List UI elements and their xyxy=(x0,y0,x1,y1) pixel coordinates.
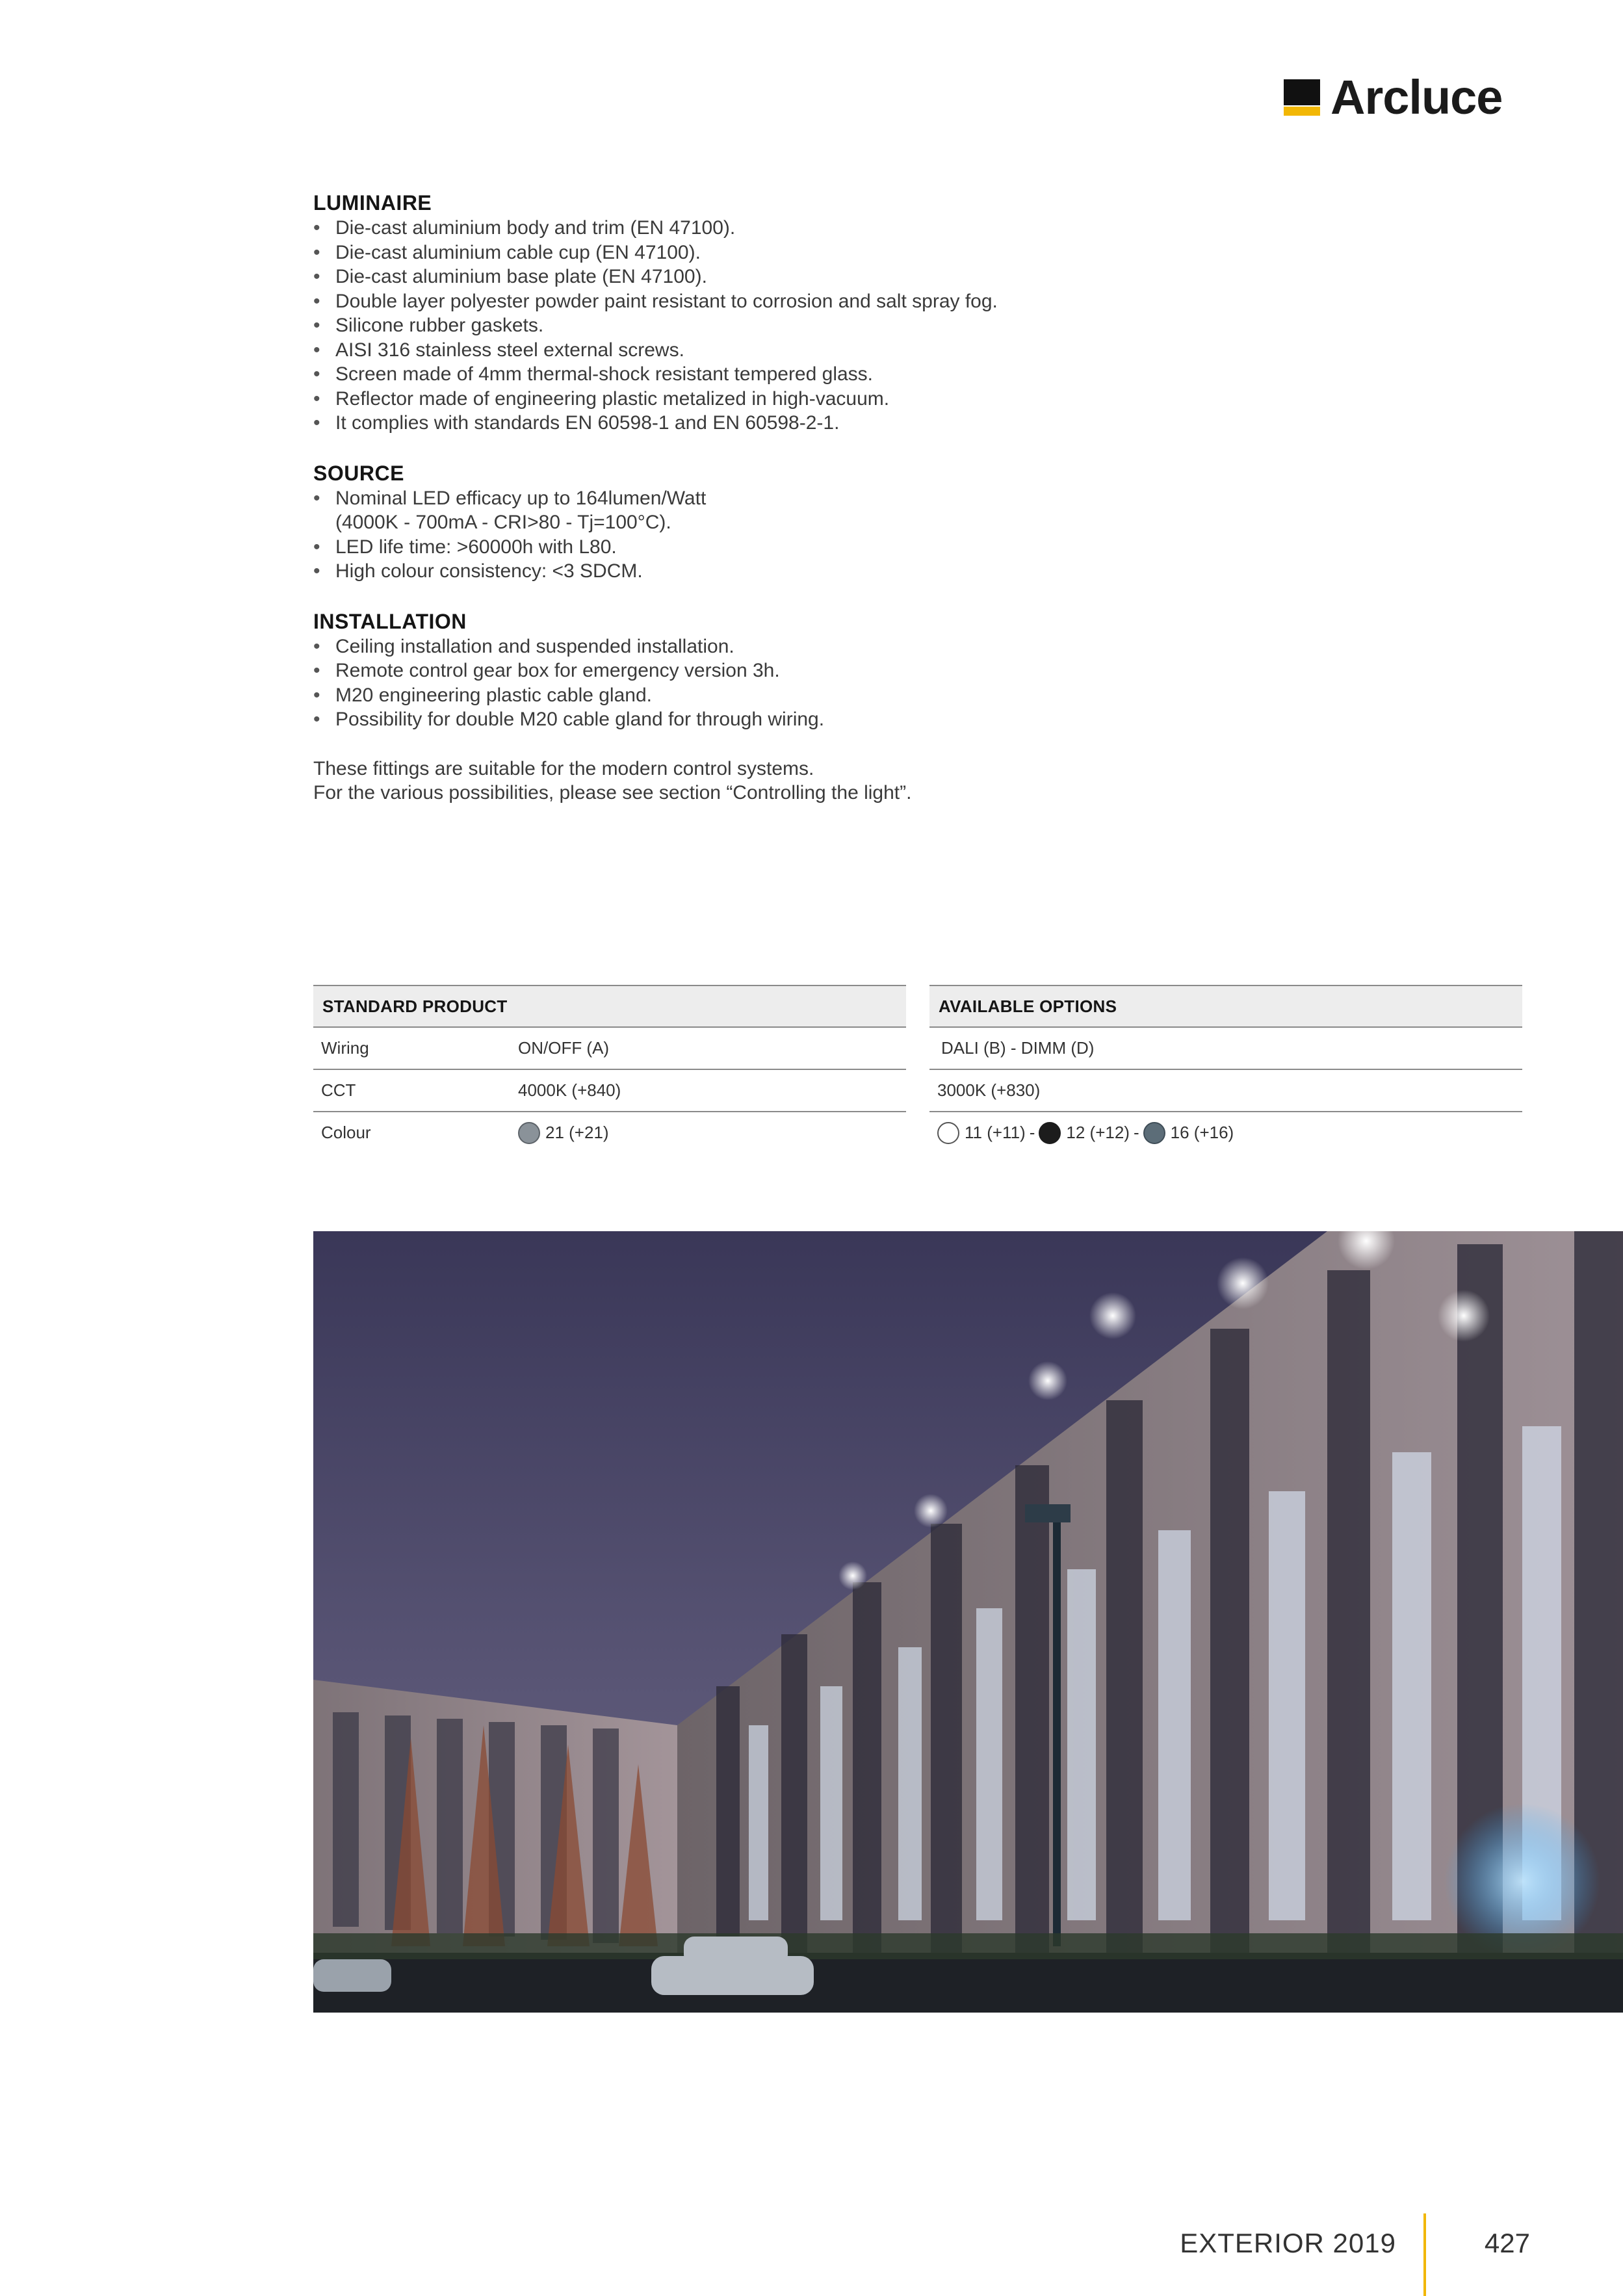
list-item: • Remote control gear box for emergency version 3h. xyxy=(313,659,1223,683)
list-item: • Reflector made of engineering plastic metalized in high-vacuum. xyxy=(313,387,1223,411)
logo-mark-icon xyxy=(1284,79,1320,116)
list-item: • Die-cast aluminium base plate (EN 47100). xyxy=(313,265,1223,289)
list-item: • M20 engineering plastic cable gland. xyxy=(313,683,1223,708)
list-item: • Screen made of 4mm thermal-shock resistant tempered glass. xyxy=(313,362,1223,387)
table-row-wiring xyxy=(929,1028,1522,1070)
standard-product-table xyxy=(313,985,906,1153)
row-value: ON/OFF (A) xyxy=(518,1038,610,1058)
page-footer xyxy=(1105,2213,1560,2296)
list-item: • AISI 316 stainless steel external screws. xyxy=(313,338,1223,363)
table-header: STANDARD PRODUCT xyxy=(313,986,906,1028)
section-title: LUMINAIRE xyxy=(313,191,432,215)
row-label: CCT xyxy=(321,1080,356,1100)
table-row-colour xyxy=(929,1112,1522,1153)
section-source xyxy=(313,460,1223,584)
building-night-photo xyxy=(313,1231,1623,2013)
control-systems-note xyxy=(313,757,1223,805)
row-value: 21 (+21) xyxy=(545,1123,609,1142)
section-installation xyxy=(313,608,1223,732)
table-row-cct xyxy=(929,1070,1522,1112)
row-value: 4000K (+840) xyxy=(518,1080,621,1100)
row-value: DALI (B) - DIMM (D) xyxy=(941,1038,1095,1058)
catalog-title: EXTERIOR 2019 xyxy=(1180,2228,1396,2258)
row-label: Wiring xyxy=(321,1038,369,1058)
colour-swatch-icon xyxy=(1143,1122,1165,1144)
brand-logo xyxy=(1284,72,1524,124)
specifications xyxy=(313,190,1223,805)
section-luminaire xyxy=(313,190,1223,436)
list-item: • Ceiling installation and suspended installation. xyxy=(313,634,1223,659)
table-row-wiring xyxy=(313,1028,906,1070)
list-item: • Die-cast aluminium cable cup (EN 47100). xyxy=(313,241,1223,265)
footer-divider xyxy=(1423,2213,1426,2296)
list-item: • Possibility for double M20 cable gland for through wiring. xyxy=(313,707,1223,732)
row-label: Colour xyxy=(321,1123,371,1142)
available-options-table xyxy=(929,985,1522,1153)
row-value: 16 (+16) xyxy=(1170,1123,1234,1142)
list-item: • Nominal LED efficacy up to 164lumen/Watt xyxy=(313,486,1223,511)
list-item: • LED life time: >60000h with L80. xyxy=(313,535,1223,560)
row-value: 3000K (+830) xyxy=(937,1080,1041,1100)
list-item: • Die-cast aluminium body and trim (EN 47100). xyxy=(313,216,1223,241)
table-row-cct xyxy=(313,1070,906,1112)
row-value: 11 (+11) xyxy=(965,1123,1026,1142)
section-title: SOURCE xyxy=(313,461,404,485)
colour-swatch-icon xyxy=(937,1122,959,1144)
page-number: 427 xyxy=(1484,2228,1530,2258)
table-row-colour xyxy=(313,1112,906,1153)
separator: - xyxy=(1133,1123,1139,1142)
separator: - xyxy=(1029,1123,1035,1142)
list-item: • Double layer polyester powder paint resistant to corrosion and salt spray fog. xyxy=(313,289,1223,314)
list-item: • High colour consistency: <3 SDCM. xyxy=(313,559,1223,584)
note-line: These fittings are suitable for the modern control systems. xyxy=(313,757,814,779)
note-line: For the various possibilities, please see section “Controlling the light”. xyxy=(313,782,912,803)
table-header: AVAILABLE OPTIONS xyxy=(929,986,1522,1028)
list-item: • It complies with standards EN 60598-1 and EN 60598-2-1. xyxy=(313,411,1223,436)
brand-name: Arcluce xyxy=(1331,70,1503,124)
colour-swatch-icon xyxy=(518,1122,540,1144)
section-title: INSTALLATION xyxy=(313,609,467,633)
list-item-continuation: (4000K - 700mA - CRI>80 - Tj=100°C). xyxy=(335,512,671,533)
row-value: 12 (+12) xyxy=(1066,1123,1130,1142)
colour-swatch-icon xyxy=(1039,1122,1061,1144)
list-item: • Silicone rubber gaskets. xyxy=(313,313,1223,338)
